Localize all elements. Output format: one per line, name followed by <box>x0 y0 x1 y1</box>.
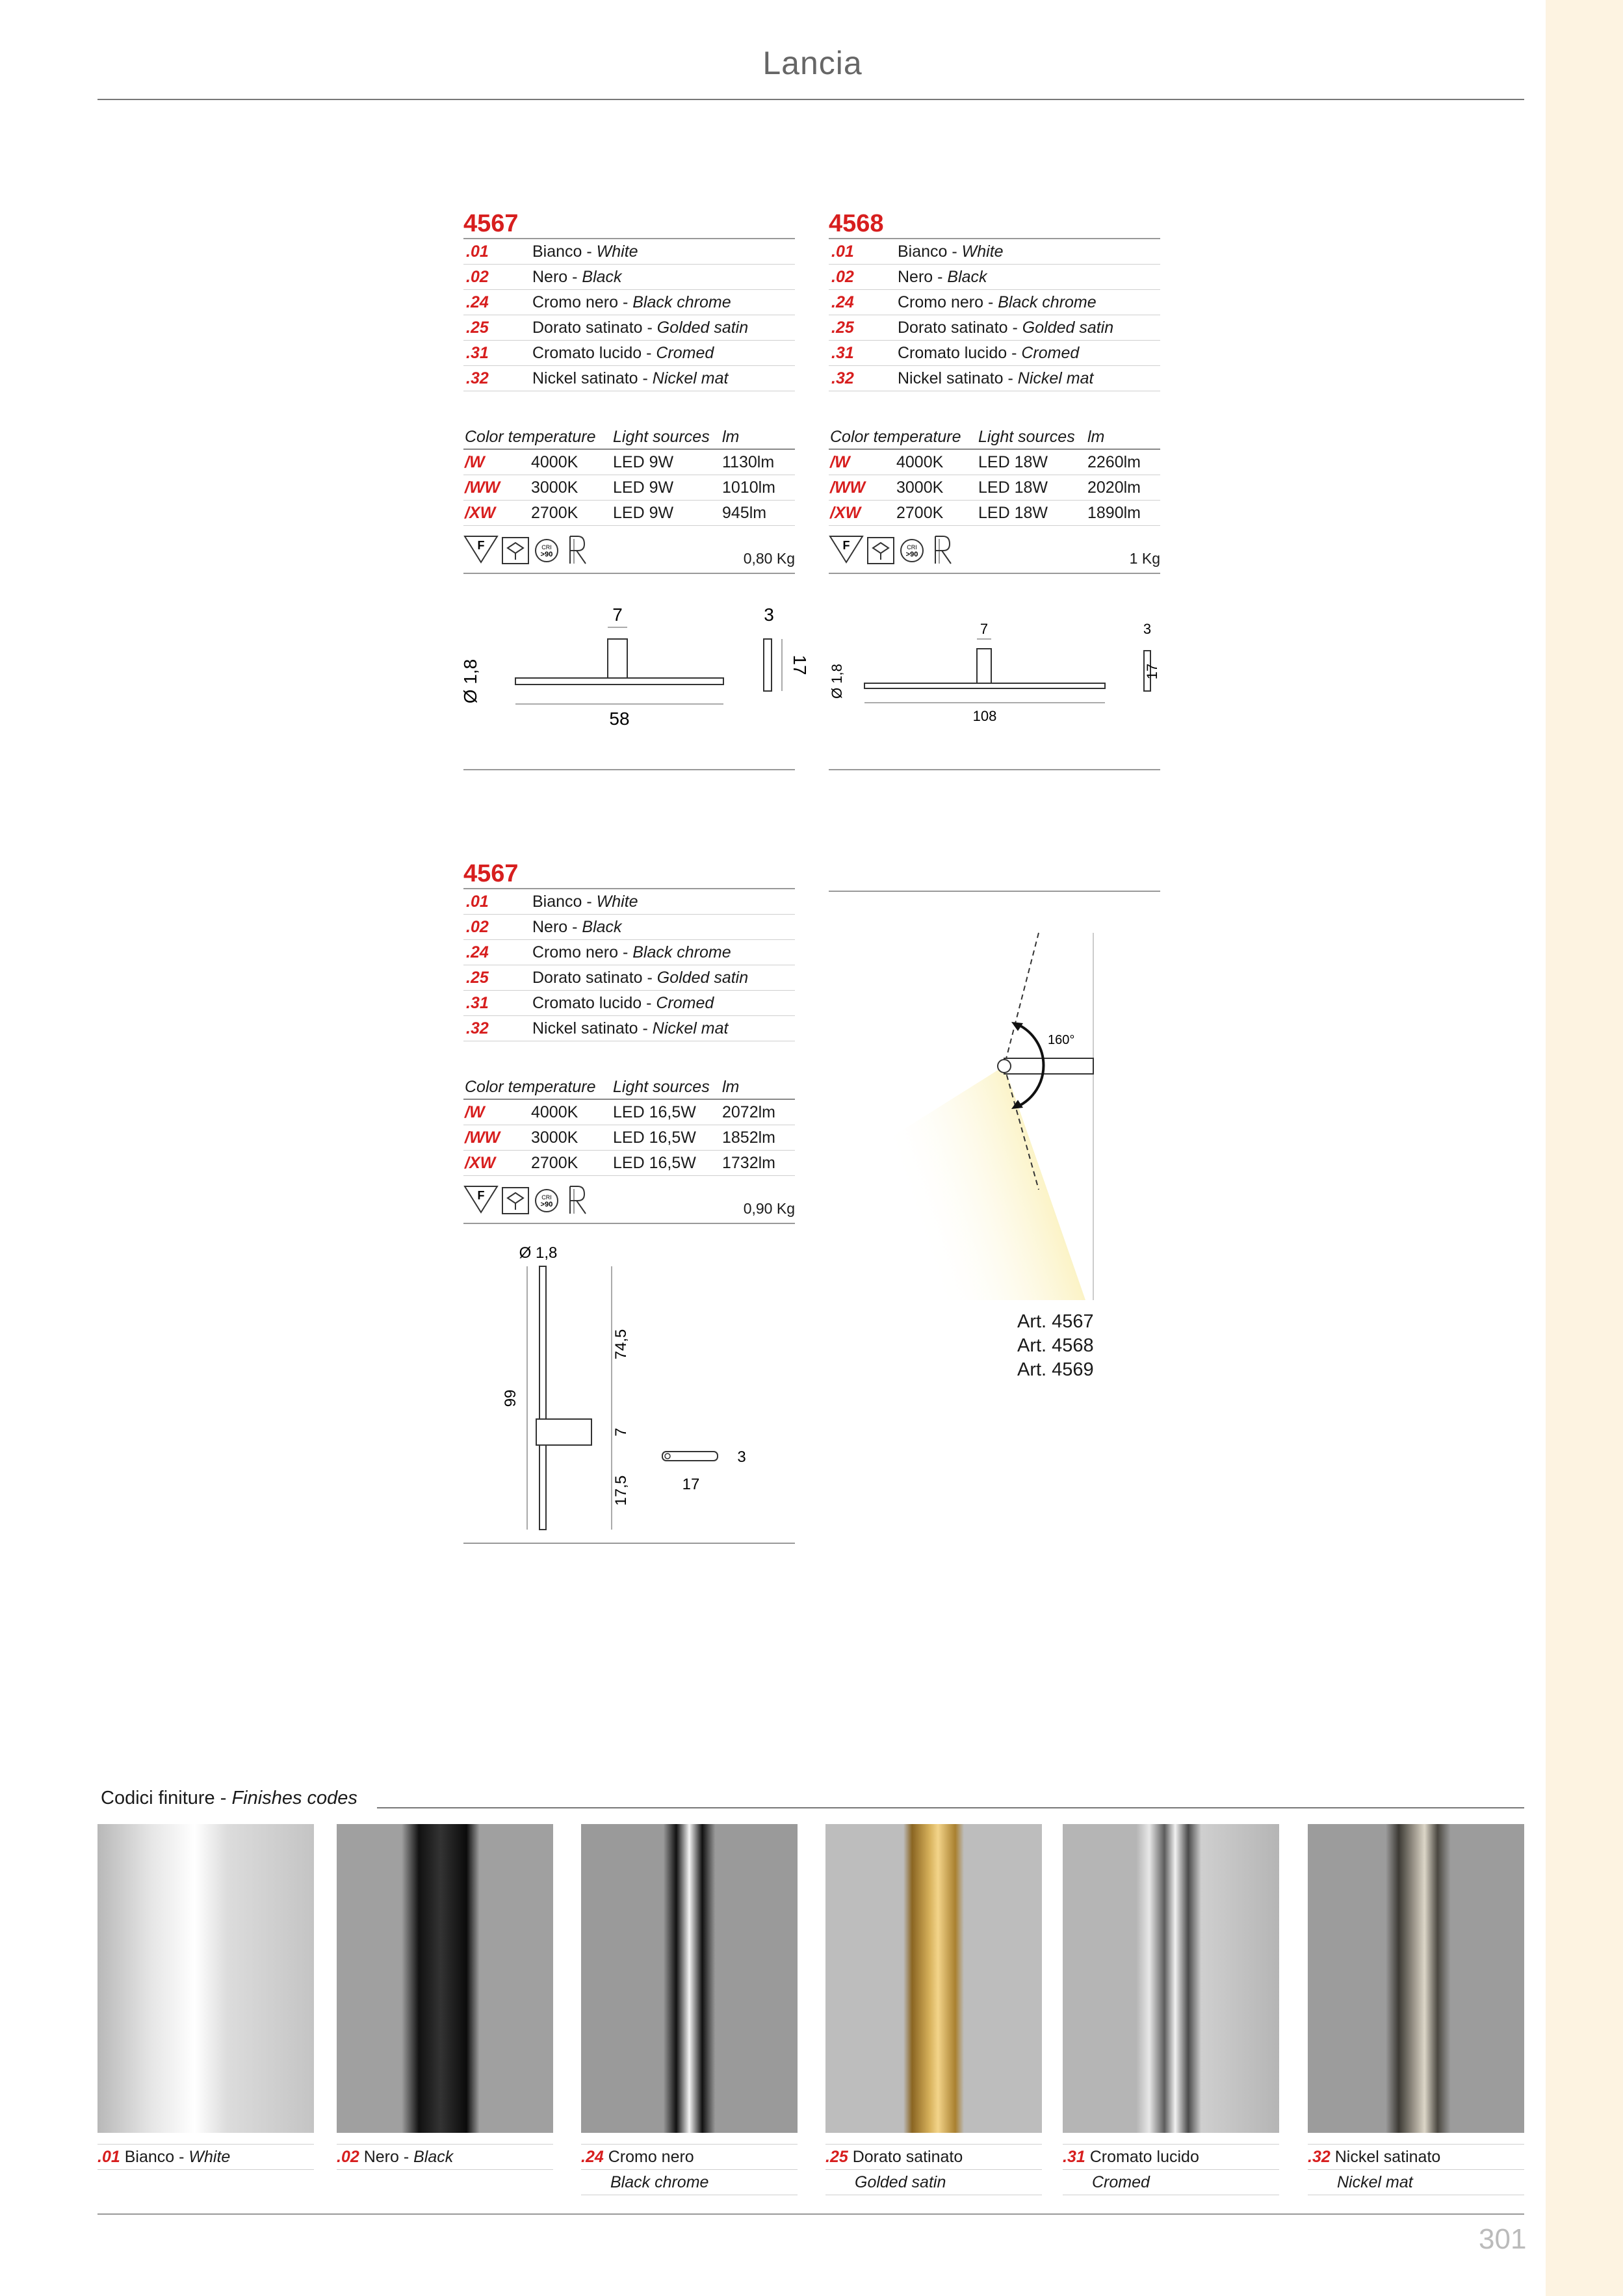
header-light-sources: Light sources <box>978 428 1075 446</box>
temp-kelvin: 2700K <box>896 504 944 522</box>
finish-it: Cromo nero <box>532 293 618 311</box>
dim-upper: 74,5 <box>612 1329 630 1360</box>
finish-it: Cromato lucido <box>898 344 1007 362</box>
temp-row <box>463 1125 795 1151</box>
header-color-temp: Color temperature <box>830 428 961 446</box>
temp-row <box>463 1100 795 1125</box>
dimmable-r-icon <box>935 536 951 564</box>
article-item: Art. 4568 <box>1017 1335 1094 1356</box>
finish-en: Golded satin <box>656 969 749 987</box>
finish-code: .01 <box>466 242 489 261</box>
finish-en: White <box>596 893 638 911</box>
dim-diameter: Ø 1,8 <box>829 664 845 699</box>
dim-thickness: 3 <box>1143 621 1152 637</box>
mount-shape <box>608 639 627 678</box>
finishes-divider <box>377 1807 1524 1808</box>
temp-lumen: 2072lm <box>722 1103 775 1121</box>
finish-code: .24 <box>466 943 489 961</box>
svg-text:CRI: CRI <box>541 1194 552 1201</box>
finish-row: .32 Nickel satinato - Nickel mat <box>463 366 795 391</box>
temp-kelvin: 3000K <box>531 478 578 497</box>
temp-lumen: 1732lm <box>722 1154 775 1172</box>
dim-depth: 7 <box>612 605 623 625</box>
temp-source: LED 16,5W <box>613 1103 696 1121</box>
finishes-heading <box>101 1788 357 1809</box>
temp-lumen: 945lm <box>722 504 767 522</box>
finish-row: .25 Dorato satinato - Golded satin <box>829 315 1160 341</box>
product-block-4568 <box>829 209 1160 770</box>
temp-source: LED 18W <box>978 504 1048 522</box>
temp-kelvin: 2700K <box>531 1154 578 1172</box>
finish-label-02 <box>337 2144 553 2170</box>
finish-it: Bianco <box>532 893 582 911</box>
light-bar-shape <box>539 1266 546 1530</box>
spec-icons-row <box>463 1176 795 1224</box>
finish-code: .31 <box>831 344 854 362</box>
finish-it: Dorato satinato <box>852 2148 963 2166</box>
finish-label-25 <box>825 2144 1042 2195</box>
finish-en: Nickel mat <box>1308 2170 1524 2195</box>
finishes-heading-en: Finishes codes <box>231 1788 357 1808</box>
finish-en: Golded satin <box>1022 319 1114 337</box>
svg-text:>90: >90 <box>540 1201 553 1208</box>
finish-swatch-black-chrome <box>581 1824 798 2133</box>
finish-code: .24 <box>466 293 489 311</box>
finish-code: .01 <box>831 242 854 261</box>
finish-row: .02 Nero - Black <box>829 265 1160 290</box>
finish-swatch-white <box>97 1824 314 2133</box>
finish-row: .32 Nickel satinato - Nickel mat <box>463 1016 795 1041</box>
finish-code: .31 <box>1063 2148 1085 2166</box>
product-block-4567-vertical <box>463 859 795 1544</box>
temp-code: /WW <box>465 478 500 497</box>
header-light-sources: Light sources <box>613 428 710 446</box>
finish-en: Nickel mat <box>1017 369 1094 387</box>
finish-it: Nickel satinato <box>1334 2148 1441 2166</box>
finish-code: .25 <box>466 319 489 337</box>
temp-lumen: 2260lm <box>1087 453 1141 471</box>
dimension-drawing-svg <box>829 574 1160 769</box>
finish-row: .01 Bianco - White <box>463 889 795 915</box>
dim-depth: 17 <box>682 1476 700 1493</box>
temp-kelvin: 4000K <box>531 1103 578 1121</box>
f-mark-icon <box>465 536 497 562</box>
dim-thickness: 3 <box>737 1448 746 1466</box>
finish-row: .02 Nero - Black <box>463 265 795 290</box>
dim-diameter: Ø 1,8 <box>460 659 480 704</box>
finish-code: .25 <box>825 2148 848 2166</box>
finish-row: .31 Cromato lucido - Cromed <box>463 991 795 1016</box>
cri-icon <box>901 540 923 562</box>
finish-en: Black <box>947 268 987 286</box>
temp-lumen: 1130lm <box>722 453 775 471</box>
finish-code: .02 <box>466 918 489 936</box>
temp-code: /W <box>465 1103 485 1121</box>
finish-it: Nero - <box>363 2148 414 2166</box>
finish-it: Bianco <box>532 242 582 261</box>
finish-en: Cromed <box>1021 344 1080 362</box>
temp-code: /XW <box>465 1154 496 1172</box>
side-profile-shape <box>764 639 772 691</box>
finish-row: .01 Bianco - White <box>463 239 795 265</box>
temp-lumen: 1010lm <box>722 478 775 497</box>
temp-table-header <box>463 1075 795 1100</box>
finish-row: .24 Cromo nero - Black chrome <box>829 290 1160 315</box>
finish-en: Golded satin <box>825 2170 1042 2195</box>
temp-code: /WW <box>830 478 866 497</box>
finish-en: Black <box>413 2148 454 2166</box>
finish-it: Nickel satinato <box>532 1019 638 1037</box>
svg-text:F: F <box>477 1189 485 1202</box>
finish-code: .32 <box>466 1019 489 1037</box>
pivot-shape <box>998 1060 1011 1073</box>
weight-label: 0,90 Kg <box>743 1200 795 1217</box>
finish-row: .31 Cromato lucido - Cromed <box>463 341 795 366</box>
temp-table-header <box>829 425 1160 450</box>
certification-icons <box>463 534 593 566</box>
temp-source: LED 18W <box>978 453 1048 471</box>
header-color-temp: Color temperature <box>465 1078 596 1096</box>
finish-en: White <box>188 2148 231 2166</box>
temp-code: /W <box>830 453 850 471</box>
dim-width: 108 <box>972 708 997 724</box>
dim-height: 17 <box>1144 663 1160 680</box>
finish-en: Black chrome <box>998 293 1097 311</box>
mounting-box-icon <box>868 538 894 564</box>
finish-it: Nero <box>532 918 568 936</box>
finish-it: Nickel satinato <box>532 369 638 387</box>
finish-code: .32 <box>1308 2148 1331 2166</box>
dim-total: 99 <box>502 1389 519 1407</box>
finish-it: Dorato satinato <box>532 969 643 987</box>
finish-row: .24 Cromo nero - Black chrome <box>463 290 795 315</box>
dim-lower: 17,5 <box>612 1475 630 1506</box>
dim-diameter: Ø 1,8 <box>519 1244 558 1262</box>
temp-row <box>463 475 795 501</box>
svg-text:CRI: CRI <box>541 544 552 551</box>
cri-icon <box>536 1190 558 1212</box>
title-divider <box>97 99 1524 100</box>
dim-depth: 7 <box>980 621 989 637</box>
finish-code: .02 <box>337 2148 359 2166</box>
finish-en: Black <box>582 268 622 286</box>
mount-shape <box>977 649 991 683</box>
svg-text:CRI: CRI <box>907 544 917 551</box>
finish-swatch-cromed <box>1063 1824 1279 2133</box>
mount-shape <box>536 1419 591 1445</box>
finish-row: .01 Bianco - White <box>829 239 1160 265</box>
finish-swatch-black <box>337 1824 553 2133</box>
finish-it: Dorato satinato <box>898 319 1008 337</box>
finish-code: .01 <box>466 893 489 911</box>
finish-it: Nero <box>898 268 933 286</box>
finish-row: .31 Cromato lucido - Cromed <box>829 341 1160 366</box>
finish-it: Bianco <box>898 242 948 261</box>
finish-en: Nickel mat <box>652 369 729 387</box>
temp-row <box>463 501 795 526</box>
light-beam-shape <box>890 1066 1085 1300</box>
temp-source: LED 18W <box>978 478 1048 497</box>
finish-swatch-golded-satin <box>825 1824 1042 2133</box>
header-light-sources: Light sources <box>613 1078 710 1096</box>
finishes-heading-it: Codici finiture - <box>101 1788 232 1808</box>
temp-kelvin: 4000K <box>531 453 578 471</box>
temp-kelvin: 3000K <box>896 478 944 497</box>
side-color-strip <box>1546 0 1623 2296</box>
temp-kelvin: 3000K <box>531 1128 578 1147</box>
mounting-box-icon <box>502 538 528 564</box>
certification-icons <box>829 534 959 566</box>
article-list <box>1017 1310 1094 1382</box>
finish-en: Cromed <box>656 994 714 1012</box>
temp-row <box>463 450 795 475</box>
finish-code: .31 <box>466 994 489 1012</box>
temp-kelvin: 4000K <box>896 453 944 471</box>
finish-it: Cromo nero <box>898 293 983 311</box>
temp-code: /XW <box>465 504 496 522</box>
product-code: 4567 <box>463 859 795 889</box>
finish-it: Cromato lucido <box>532 994 642 1012</box>
dimension-drawing-svg <box>463 1224 795 1543</box>
temp-lumen: 1852lm <box>722 1128 775 1147</box>
svg-text:F: F <box>842 539 850 552</box>
product-block-4567 <box>460 209 810 770</box>
finish-code: .02 <box>466 268 489 286</box>
spec-icons-row <box>463 526 795 574</box>
finish-row: .32 Nickel satinato - Nickel mat <box>829 366 1160 391</box>
finish-it: Nero <box>532 268 568 286</box>
temp-source: LED 9W <box>613 453 674 471</box>
finish-en: Cromed <box>1063 2170 1279 2195</box>
header-lm: lm <box>722 1078 740 1096</box>
finish-it: Dorato satinato <box>532 319 643 337</box>
technical-drawing <box>460 574 810 770</box>
temp-source: LED 9W <box>613 504 674 522</box>
header-color-temp: Color temperature <box>465 428 596 446</box>
finish-en: Black <box>582 918 622 936</box>
certification-icons <box>463 1184 593 1216</box>
dimension-drawing-svg <box>460 574 810 769</box>
finish-code: .02 <box>831 268 854 286</box>
finish-code: .24 <box>831 293 854 311</box>
finish-code: .25 <box>466 969 489 987</box>
finish-row: .25 Dorato satinato - Golded satin <box>463 315 795 341</box>
cri-icon <box>536 540 558 562</box>
f-mark-icon <box>465 1186 497 1212</box>
product-code: 4567 <box>463 209 795 239</box>
finish-code: .25 <box>831 319 854 337</box>
dimmable-r-icon <box>570 1186 586 1214</box>
finish-code: .24 <box>581 2148 604 2166</box>
finish-label-31 <box>1063 2144 1279 2195</box>
dimmable-r-icon <box>570 536 586 564</box>
weight-label: 0,80 Kg <box>743 550 795 567</box>
temp-code: /W <box>465 453 485 471</box>
svg-text:>90: >90 <box>540 551 553 558</box>
beam-section-rule <box>829 891 1160 892</box>
beam-edge-upper <box>1004 933 1039 1066</box>
temp-lumen: 1890lm <box>1087 504 1141 522</box>
temp-code: /XW <box>830 504 861 522</box>
beam-angle-label: 160° <box>1048 1033 1075 1047</box>
finish-row: .24 Cromo nero - Black chrome <box>463 940 795 965</box>
finish-it: Bianco - <box>124 2148 189 2166</box>
light-bar-shape <box>864 683 1105 688</box>
finish-swatch-nickel-mat <box>1308 1824 1524 2133</box>
light-bar-shape <box>515 678 723 685</box>
temp-row <box>829 475 1160 501</box>
product-code: 4568 <box>829 209 1160 239</box>
temp-source: LED 9W <box>613 478 674 497</box>
article-item: Art. 4569 <box>1017 1359 1094 1380</box>
finish-en: White <box>596 242 638 261</box>
temp-source: LED 16,5W <box>613 1154 696 1172</box>
finish-en: White <box>961 242 1004 261</box>
mount-shape <box>1004 1058 1093 1074</box>
finish-it: Cromato lucido <box>1089 2148 1199 2166</box>
finish-it: Cromo nero <box>608 2148 694 2166</box>
finish-en: Nickel mat <box>652 1019 729 1037</box>
beam-angle-diagram <box>890 930 1111 1300</box>
footer-divider <box>97 2213 1524 2215</box>
header-lm: lm <box>722 428 740 446</box>
finish-it: Nickel satinato <box>898 369 1004 387</box>
finish-en: Black chrome <box>581 2170 798 2195</box>
article-item: Art. 4567 <box>1017 1311 1094 1332</box>
finish-row: .02 Nero - Black <box>463 915 795 940</box>
finish-en: Black chrome <box>632 943 731 961</box>
temp-row <box>829 501 1160 526</box>
page-title: Lancia <box>762 45 863 81</box>
finish-code: .31 <box>466 344 489 362</box>
finish-label-24 <box>581 2144 798 2195</box>
svg-text:>90: >90 <box>905 551 918 558</box>
finish-en: Golded satin <box>656 319 749 337</box>
finish-en: Cromed <box>656 344 714 362</box>
temp-code: /WW <box>465 1128 500 1147</box>
finish-row: .25 Dorato satinato - Golded satin <box>463 965 795 991</box>
dim-thickness: 3 <box>764 605 774 625</box>
svg-text:F: F <box>477 539 485 552</box>
f-mark-icon <box>830 536 863 562</box>
temp-row <box>463 1151 795 1176</box>
finish-it: Cromo nero <box>532 943 618 961</box>
technical-drawing <box>463 1224 795 1544</box>
temp-source: LED 16,5W <box>613 1128 696 1147</box>
weight-label: 1 Kg <box>1129 550 1160 567</box>
finish-label-32 <box>1308 2144 1524 2195</box>
mounting-box-icon <box>502 1188 528 1214</box>
finish-code: .32 <box>831 369 854 387</box>
temp-lumen: 2020lm <box>1087 478 1141 497</box>
finish-label-01 <box>97 2144 314 2170</box>
finish-code: .32 <box>466 369 489 387</box>
spec-icons-row <box>829 526 1160 574</box>
temp-kelvin: 2700K <box>531 504 578 522</box>
dim-mount: 7 <box>612 1428 630 1437</box>
dim-width: 58 <box>609 709 630 729</box>
technical-drawing <box>829 574 1160 770</box>
dim-height: 17 <box>790 655 810 675</box>
finish-en: Black chrome <box>632 293 731 311</box>
finish-it: Cromato lucido <box>532 344 642 362</box>
temp-table-header <box>463 425 795 450</box>
temp-row <box>829 450 1160 475</box>
page-number: 301 <box>1479 2223 1527 2255</box>
header-lm: lm <box>1087 428 1105 446</box>
finish-code: .01 <box>97 2148 120 2166</box>
